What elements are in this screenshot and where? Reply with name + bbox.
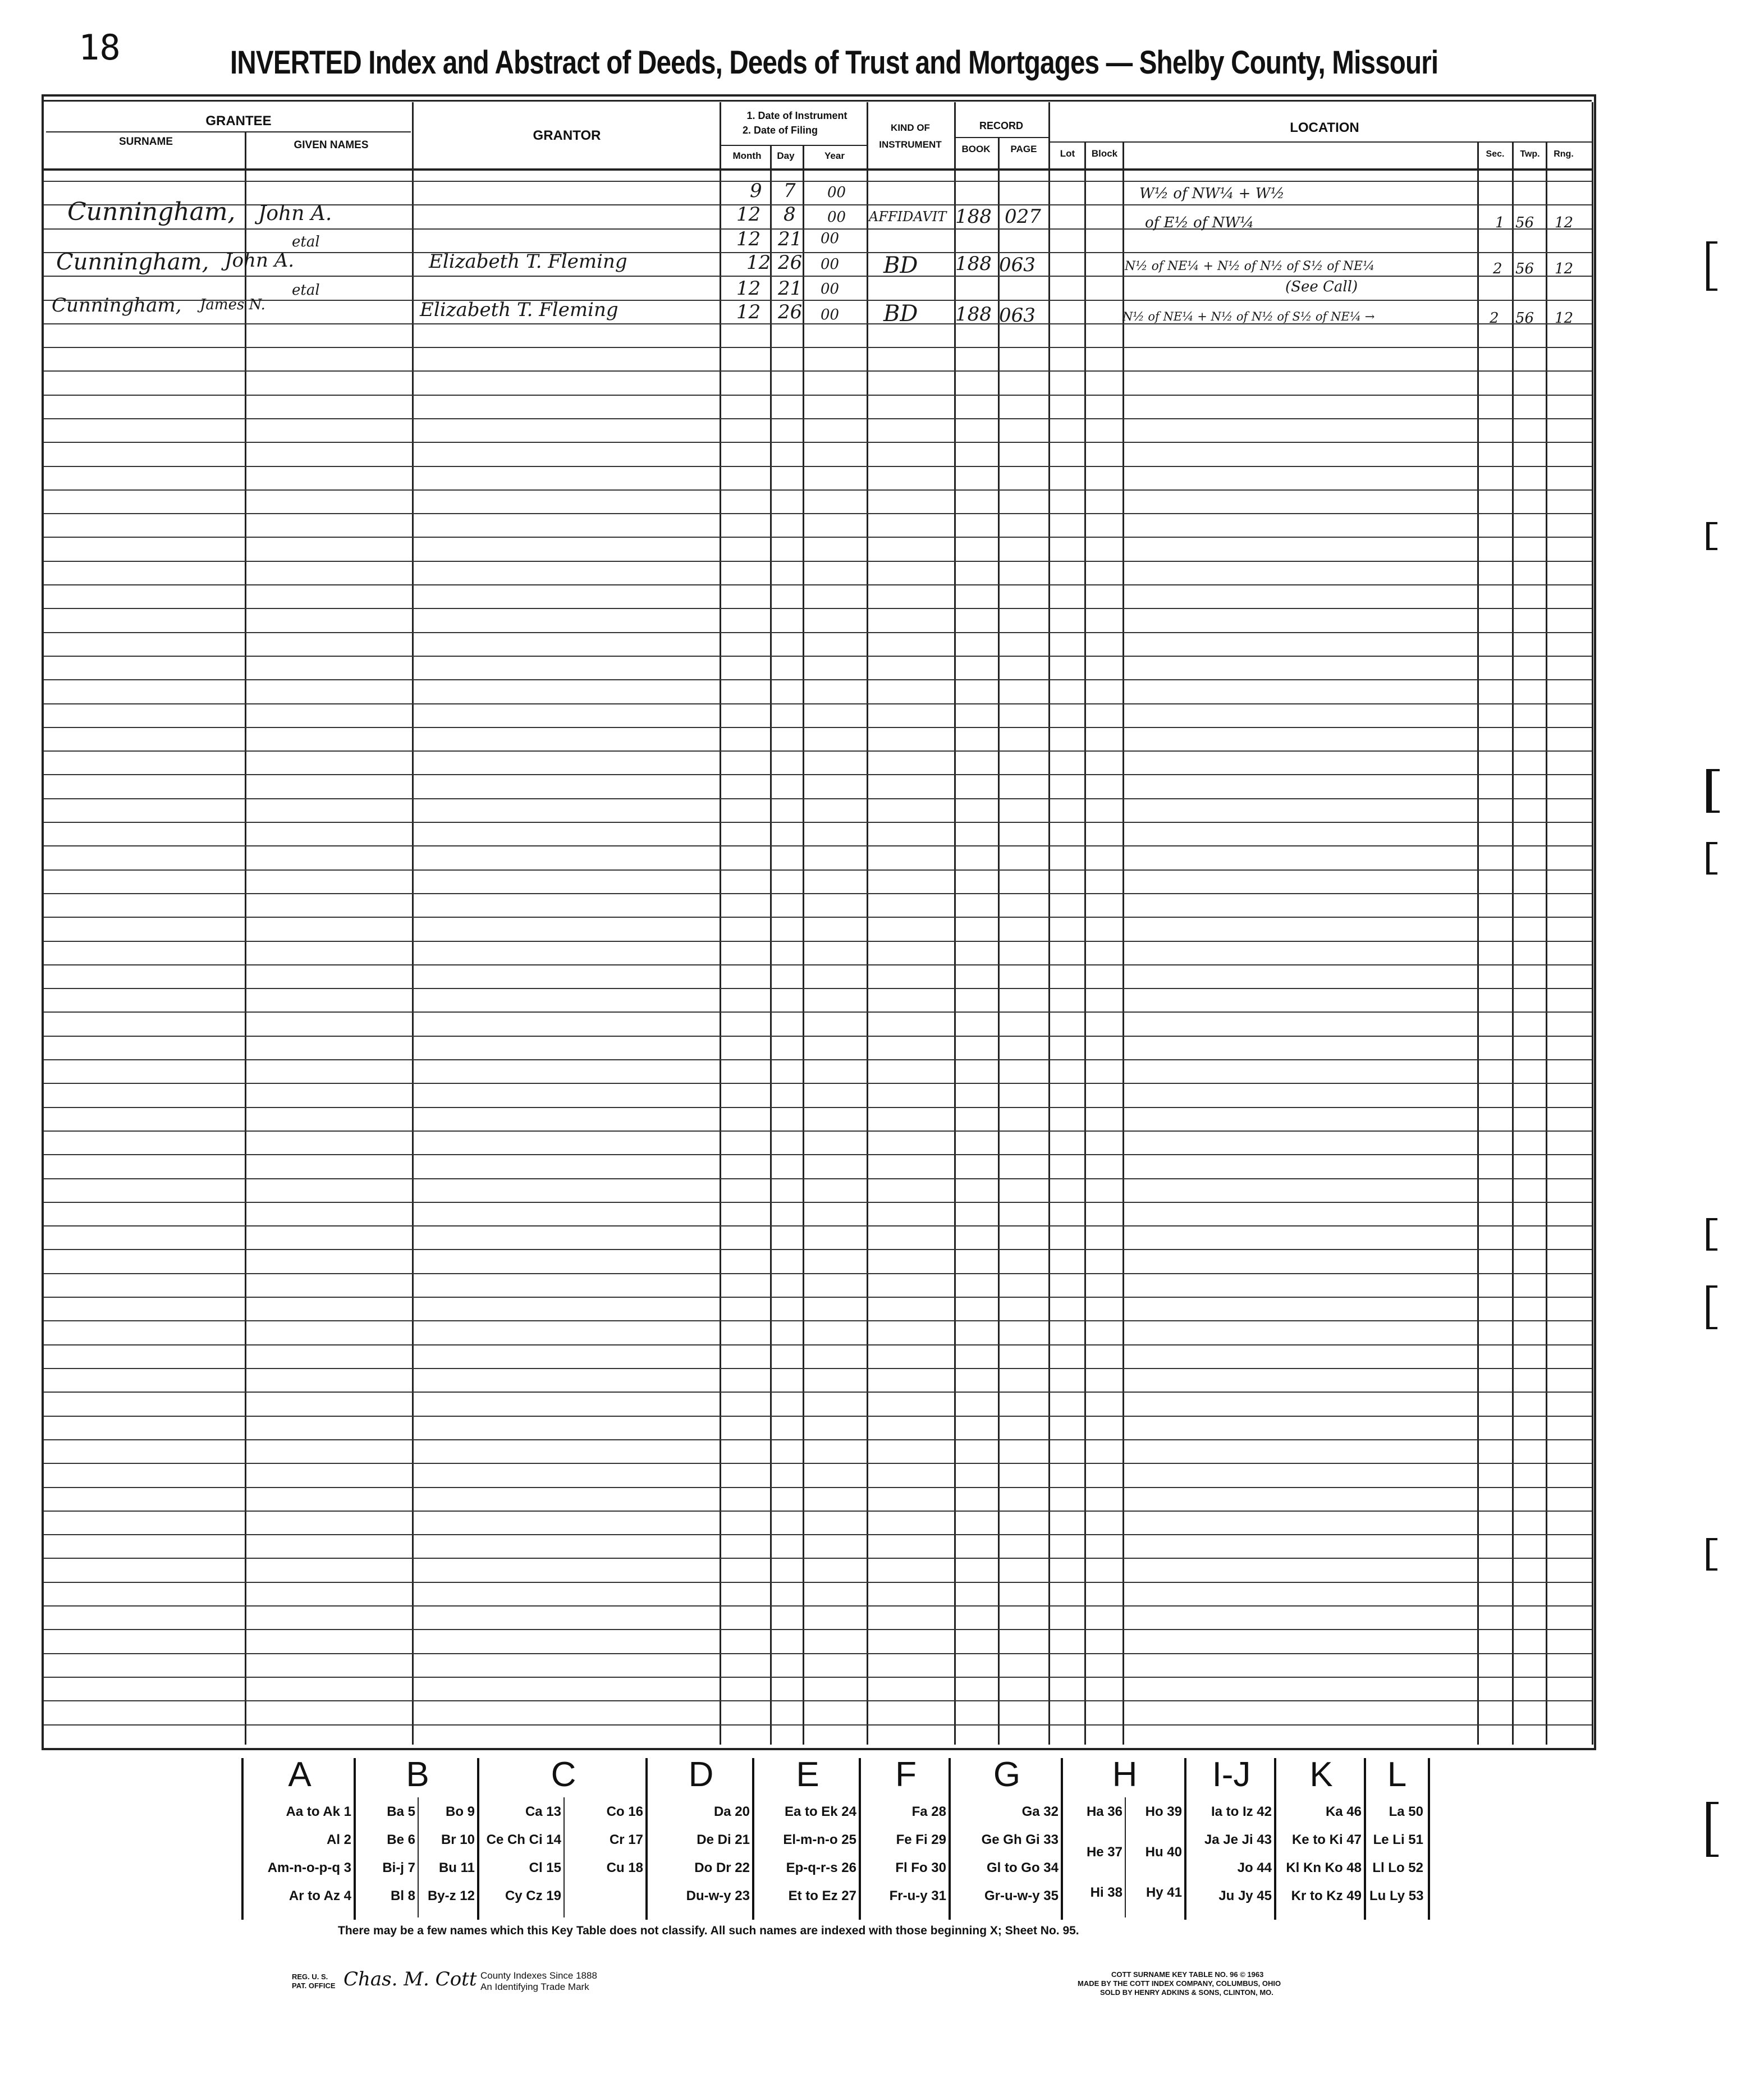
row-rule (44, 561, 1592, 562)
key-letter: B (406, 1755, 429, 1794)
column-divider (1048, 102, 1050, 1745)
row-rule (44, 893, 1592, 894)
entry-3-surname: Cunningham, (52, 294, 182, 317)
row-rule (44, 1677, 1592, 1678)
given-names-header: GIVEN NAMES (294, 139, 369, 151)
entry-2-page: 063 (999, 254, 1036, 276)
entry-1-location-1: W½ of NW¼ + W½ (1139, 185, 1285, 202)
entry-1-kind: AFFIDAVIT (869, 209, 947, 225)
key-entry: Co 16 (606, 1804, 643, 1819)
key-group (1274, 1755, 1366, 1920)
binder-tab-mark (1706, 769, 1720, 813)
key-group (752, 1755, 861, 1920)
entry-2-year-1: 00 (821, 230, 840, 247)
entry-2-month-1: 12 (736, 228, 761, 250)
key-group (949, 1755, 1063, 1920)
key-letter: G (993, 1755, 1021, 1794)
key-entry: Cl 15 (529, 1860, 561, 1875)
entry-2-location-2: (See Call) (1285, 278, 1358, 295)
trademark-line1: County Indexes Since 1888 (480, 1970, 597, 1981)
kind-header-line1: KIND OF (891, 122, 930, 133)
credit-line2: MADE BY THE COTT INDEX COMPANY, COLUMBUS, OHIO (1078, 1979, 1281, 1988)
row-rule (44, 1463, 1592, 1464)
row-rule (44, 466, 1592, 467)
row-rule (44, 513, 1592, 514)
month-header: Month (732, 150, 762, 161)
column-divider (1512, 143, 1514, 1745)
row-rule (44, 750, 1592, 752)
key-entry: Kl Kn Ko 48 (1286, 1860, 1362, 1875)
column-divider (720, 102, 721, 1745)
row-rule (44, 537, 1592, 538)
row-rule (44, 442, 1592, 443)
key-entry: Hy 41 (1146, 1885, 1182, 1900)
trademark-line2: An Identifying Trade Mark (480, 1981, 589, 1992)
row-rule (44, 1653, 1592, 1654)
key-entry: Bi-j 7 (382, 1860, 415, 1875)
key-entry: Gr-u-w-y 35 (984, 1888, 1059, 1903)
cott-signature: Chas. M. Cott (343, 1968, 477, 1990)
row-rule (44, 370, 1592, 372)
entry-1-book: 188 (955, 205, 992, 228)
entry-3-given-note: etal (292, 282, 320, 299)
row-rule (44, 632, 1592, 633)
entry-3-year-2: 00 (821, 306, 840, 323)
entry-2-day-2: 26 (778, 251, 803, 274)
date-header-line1: 1. Date of Instrument (746, 110, 847, 121)
key-letter: E (796, 1755, 819, 1794)
reg-notice-line1: REG. U. S. (292, 1972, 328, 1981)
row-rule (44, 1154, 1592, 1155)
row-rule (44, 1297, 1592, 1298)
key-entry: Ge Gh Gi 33 (981, 1832, 1059, 1847)
row-rule (44, 1178, 1592, 1179)
key-entry: By-z 12 (427, 1888, 475, 1903)
key-entry: Ia to Iz 42 (1211, 1804, 1272, 1819)
key-entry: Du-w-y 23 (686, 1888, 750, 1903)
key-entry: Bo 9 (445, 1804, 475, 1819)
page-title: INVERTED Index and Abstract of Deeds, Deeds of Trust and Mortgages — Shelby County, Missouri (230, 44, 1438, 81)
date-header-line2: 2. Date of Filing (742, 125, 818, 136)
column-divider (803, 146, 804, 1745)
row-rule (44, 1320, 1592, 1321)
row-rule (44, 845, 1592, 846)
row-rule (44, 1107, 1592, 1108)
ledger-frame (42, 94, 1596, 1750)
twp-header: Twp. (1520, 149, 1540, 159)
entry-3-page: 063 (999, 304, 1036, 327)
entry-1-month-1: 9 (750, 180, 762, 202)
key-entry: De Di 21 (697, 1832, 750, 1847)
row-rule (44, 727, 1592, 728)
key-entry: Cy Cz 19 (505, 1888, 561, 1903)
row-rule (44, 988, 1592, 989)
key-entry: Cr 17 (609, 1832, 643, 1847)
entry-3-kind: BD (883, 301, 918, 327)
key-letter: A (288, 1755, 311, 1794)
key-letter: F (895, 1755, 917, 1794)
entry-3-month-2: 12 (736, 301, 761, 323)
row-rule (44, 1558, 1592, 1559)
entry-2-kind: BD (883, 253, 918, 278)
key-entry: Ll Lo 52 (1372, 1860, 1423, 1875)
year-header: Year (824, 150, 845, 161)
key-group (1364, 1755, 1430, 1920)
record-underline (954, 137, 1048, 138)
entry-1-year-2: 00 (827, 209, 846, 226)
key-entry: Ja Je Ji 43 (1204, 1832, 1272, 1847)
entry-2-sec: 2 (1493, 260, 1502, 277)
row-rule (44, 917, 1592, 918)
column-divider (245, 132, 246, 1745)
binder-tab-mark (1706, 522, 1717, 550)
key-subdivider (1125, 1797, 1126, 1917)
reg-notice-line2: PAT. OFFICE (292, 1981, 336, 1990)
key-letter: L (1387, 1755, 1407, 1794)
entry-3-location-1: N½ of NE¼ + N½ of N½ of S½ of NE¼ → (1122, 310, 1375, 323)
entry-1-month-2: 12 (736, 203, 761, 226)
entry-2-grantor: Elizabeth T. Fleming (429, 250, 627, 273)
entry-2-surname: Cunningham, (56, 249, 209, 275)
kind-header-line2: INSTRUMENT (879, 139, 942, 150)
row-rule (44, 679, 1592, 680)
credit-line3: SOLD BY HENRY ADKINS & SONS, CLINTON, MO. (1100, 1988, 1273, 1997)
key-entry: Fe Fi 29 (896, 1832, 946, 1847)
row-rule (44, 584, 1592, 585)
entry-1-rng: 12 (1555, 214, 1574, 231)
row-rule (44, 1700, 1592, 1701)
row-rule (44, 1511, 1592, 1512)
key-entry: Am-n-o-p-q 3 (267, 1860, 351, 1875)
key-letter: D (688, 1755, 714, 1794)
entry-1-year-1: 00 (827, 184, 846, 201)
entry-3-book: 188 (955, 303, 992, 326)
lot-header: Lot (1060, 148, 1075, 159)
row-rule (44, 656, 1592, 657)
column-divider (1084, 143, 1086, 1745)
entry-2-location-1: N½ of NE¼ + N½ of N½ of S½ of NE¼ (1125, 259, 1375, 273)
row-rule (44, 1036, 1592, 1037)
entry-3-given: James N. (200, 296, 265, 313)
page-number: 18 (79, 27, 121, 68)
key-entry: Be 6 (387, 1832, 415, 1847)
row-rule (44, 1534, 1592, 1535)
key-group (1184, 1755, 1276, 1920)
key-entry: Ep-q-r-s 26 (786, 1860, 856, 1875)
key-letter: H (1112, 1755, 1138, 1794)
entry-2-book: 188 (955, 253, 992, 275)
key-entry: Ar to Az 4 (288, 1888, 351, 1903)
key-group (859, 1755, 951, 1920)
row-rule (44, 1059, 1592, 1060)
entry-3-day-1: 21 (778, 277, 803, 300)
row-rule (44, 395, 1592, 396)
entry-1-day-1: 7 (784, 180, 796, 202)
key-group (477, 1755, 648, 1920)
row-rule (44, 1605, 1592, 1607)
row-rule (44, 822, 1592, 823)
key-entry: Bu 11 (438, 1860, 475, 1875)
key-subdivider (563, 1797, 565, 1917)
row-rule (44, 1083, 1592, 1084)
binder-tab-mark (1706, 1285, 1717, 1329)
row-rule (44, 774, 1592, 775)
key-entry: Br 10 (441, 1832, 475, 1847)
key-table (241, 1755, 1424, 1921)
row-rule (44, 1439, 1592, 1440)
key-entry: Jo 44 (1237, 1860, 1272, 1875)
row-rule (44, 1724, 1592, 1726)
entry-2-given: John A. (224, 249, 295, 272)
key-group (645, 1755, 754, 1920)
credit-line1: COTT SURNAME KEY TABLE NO. 96 © 1963 (1111, 1970, 1264, 1979)
column-divider (954, 102, 956, 1745)
key-entry: Ce Ch Ci 14 (486, 1832, 561, 1847)
entry-3-day-2: 26 (778, 301, 803, 323)
row-rule (44, 300, 1592, 301)
row-rule (44, 869, 1592, 871)
row-rule (44, 1582, 1592, 1583)
grantee-underline (46, 131, 411, 132)
key-entry: Fa 28 (911, 1804, 946, 1819)
key-entry: Et to Ez 27 (788, 1888, 856, 1903)
entry-3-sec: 2 (1490, 310, 1499, 327)
entry-1-location-2: of E½ of NW¼ (1145, 214, 1254, 231)
row-rule (44, 1392, 1592, 1393)
key-group (1061, 1755, 1186, 1920)
entry-1-sec: 1 (1495, 214, 1505, 231)
row-rule (44, 703, 1592, 704)
row-rule (44, 1487, 1592, 1488)
column-divider (1477, 143, 1479, 1745)
book-header: BOOK (961, 144, 991, 154)
key-entry: He 37 (1086, 1845, 1122, 1860)
key-entry: La 50 (1389, 1804, 1423, 1819)
row-rule (44, 1131, 1592, 1132)
key-entry: Lu Ly 53 (1369, 1888, 1424, 1903)
entry-2-month-2: 12 (746, 251, 771, 274)
key-entry: Ca 13 (525, 1804, 561, 1819)
row-rule (44, 964, 1592, 965)
entry-2-given-note: etal (292, 234, 320, 250)
entry-3-grantor: Elizabeth T. Fleming (420, 299, 618, 321)
key-entry: Do Dr 22 (694, 1860, 750, 1875)
entry-2-rng: 12 (1555, 260, 1574, 277)
column-divider (1546, 143, 1547, 1745)
surname-header: SURNAME (118, 136, 173, 148)
block-header: Block (1091, 148, 1118, 159)
grantor-header: GRANTOR (533, 128, 601, 143)
key-letter: C (551, 1755, 576, 1794)
key-entry: Cu 18 (606, 1860, 643, 1875)
key-group (354, 1755, 479, 1920)
binder-tab-mark (1706, 241, 1717, 291)
row-rule (44, 1416, 1592, 1417)
key-entry: Ea to Ek 24 (784, 1804, 856, 1819)
key-entry: Ha 36 (1086, 1804, 1122, 1819)
rng-header: Rng. (1554, 149, 1574, 159)
entry-2-twp: 56 (1515, 260, 1534, 277)
key-entry: Fl Fo 30 (895, 1860, 946, 1875)
key-entry: Hi 38 (1090, 1885, 1122, 1900)
key-group (241, 1755, 356, 1920)
column-divider (1592, 102, 1593, 1745)
key-letter: I-J (1212, 1755, 1251, 1794)
row-rule (44, 1249, 1592, 1250)
key-entry: Bl 8 (390, 1888, 415, 1903)
column-divider (770, 146, 772, 1745)
key-entry: Aa to Ak 1 (286, 1804, 351, 1819)
row-rule (44, 1629, 1592, 1630)
row-rule (44, 323, 1592, 324)
row-rule (44, 1012, 1592, 1013)
entry-3-rng: 12 (1555, 310, 1574, 327)
key-entry: Al 2 (326, 1832, 351, 1847)
key-entry: Ho 39 (1145, 1804, 1182, 1819)
row-rule (44, 1202, 1592, 1203)
entry-3-twp: 56 (1515, 310, 1534, 327)
entry-2-year-2: 00 (821, 256, 840, 273)
location-underline (1050, 141, 1592, 143)
binder-tab-mark (1706, 1802, 1719, 1857)
row-rule (44, 181, 1592, 182)
column-divider (867, 102, 868, 1745)
row-rule (44, 1344, 1592, 1345)
key-subdivider (418, 1797, 419, 1917)
key-entry: Ba 5 (387, 1804, 415, 1819)
row-rule (44, 276, 1592, 277)
key-entry: El-m-n-o 25 (783, 1832, 856, 1847)
row-rule (44, 1273, 1592, 1274)
row-rule (44, 228, 1592, 230)
header-top-rule (44, 100, 1592, 102)
key-entry: Fr-u-y 31 (889, 1888, 946, 1903)
binder-tab-mark (1706, 1538, 1717, 1571)
row-rule (44, 608, 1592, 609)
key-entry: Ga 32 (1021, 1804, 1059, 1819)
key-entry: Ju Jy 45 (1218, 1888, 1272, 1903)
page-header: PAGE (1010, 144, 1037, 154)
key-entry: Ka 46 (1325, 1804, 1362, 1819)
key-entry: Le Li 51 (1373, 1832, 1423, 1847)
row-rule (44, 941, 1592, 942)
row-rule (44, 489, 1592, 491)
row-rule (44, 1225, 1592, 1226)
key-entry: Kr to Kz 49 (1291, 1888, 1362, 1903)
row-rule (44, 1368, 1592, 1369)
binder-tab-mark (1706, 1218, 1717, 1251)
day-header: Day (777, 150, 795, 161)
record-header: RECORD (979, 120, 1023, 131)
entry-1-twp: 56 (1515, 214, 1534, 231)
key-letter: K (1309, 1755, 1333, 1794)
entry-1-given: John A. (258, 202, 332, 225)
grantee-header: GRANTEE (205, 113, 272, 129)
binder-tab-mark (1706, 842, 1717, 875)
location-header: LOCATION (1290, 120, 1359, 135)
header-bottom-rule (44, 168, 1592, 171)
entry-1-page: 027 (1005, 205, 1041, 228)
entry-1-surname: Cunningham, (67, 198, 236, 226)
key-entry: Gl to Go 34 (986, 1860, 1059, 1875)
key-entry: Ke to Ki 47 (1291, 1832, 1362, 1847)
row-rule (44, 418, 1592, 419)
entry-2-day-1: 21 (778, 228, 803, 250)
key-entry: Da 20 (713, 1804, 750, 1819)
entry-3-year-1: 00 (821, 281, 840, 298)
sec-header: Sec. (1486, 149, 1505, 159)
entry-1-day-2: 8 (784, 203, 796, 226)
row-rule (44, 347, 1592, 348)
entry-3-month-1: 12 (736, 277, 761, 300)
column-divider (1122, 143, 1124, 1745)
key-entry: Hu 40 (1145, 1845, 1182, 1860)
column-divider (412, 102, 414, 1745)
row-rule (44, 798, 1592, 799)
date-underline (720, 145, 867, 146)
key-table-footnote: There may be a few names which this Key Table does not classify. All such names are indexed with those beginning X; Sheet No. 95. (338, 1924, 1079, 1937)
